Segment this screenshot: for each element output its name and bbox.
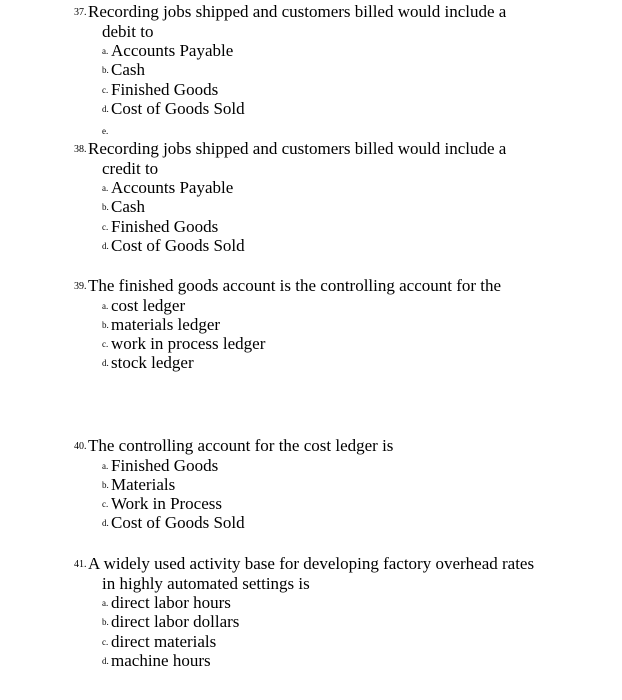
- option-text: Cost of Goods Sold: [111, 513, 245, 533]
- question-41: [0, 554, 600, 670]
- option-text: machine hours: [111, 650, 211, 670]
- question-line: [0, 2, 600, 22]
- option-letter: c.: [102, 339, 109, 350]
- option-text: cost ledger: [111, 295, 186, 315]
- option-letter: d.: [102, 240, 109, 251]
- option-letter: a.: [102, 300, 109, 311]
- option-letter: a.: [102, 598, 109, 608]
- option-c[interactable]: [0, 494, 600, 513]
- question-39: [0, 276, 600, 373]
- option-text: work in process ledger: [111, 334, 266, 354]
- option-letter: d.: [102, 103, 109, 114]
- option-d[interactable]: [0, 99, 600, 118]
- option-d[interactable]: [0, 236, 600, 255]
- question-line: [0, 436, 600, 456]
- option-text: Accounts Payable: [111, 178, 234, 197]
- option-d[interactable]: [0, 353, 600, 372]
- option-text: Accounts Payable: [111, 41, 234, 60]
- option-text: Cost of Goods Sold: [111, 235, 245, 255]
- option-letter: d.: [102, 358, 109, 369]
- option-text: stock ledger: [111, 353, 194, 373]
- option-text: Work in Process: [111, 494, 223, 514]
- option-text: Finished Goods: [111, 216, 219, 236]
- option-text: direct materials: [111, 631, 217, 651]
- option-letter: c.: [102, 221, 109, 232]
- question-text: Recording jobs shipped and customers billed would include a: [88, 2, 507, 21]
- option-b[interactable]: [0, 475, 600, 494]
- option-a[interactable]: [0, 593, 600, 612]
- question-line: [0, 554, 600, 574]
- option-text: Cost of Goods Sold: [111, 98, 245, 118]
- question-number: 38.: [74, 144, 87, 155]
- option-text: Finished Goods: [111, 455, 219, 475]
- option-letter: b.: [102, 202, 109, 213]
- option-letter: c.: [102, 84, 109, 95]
- option-letter: c.: [102, 499, 109, 510]
- option-letter: c.: [102, 636, 109, 647]
- question-40: [0, 436, 600, 533]
- option-d[interactable]: [0, 651, 600, 670]
- option-a[interactable]: [0, 456, 600, 475]
- option-letter: d.: [102, 518, 109, 529]
- option-letter: a.: [102, 183, 109, 193]
- option-text: Cash: [111, 197, 145, 217]
- option-c[interactable]: [0, 334, 600, 353]
- question-text: The controlling account for the cost ledger is: [88, 436, 394, 455]
- option-letter: a.: [102, 460, 109, 471]
- option-c[interactable]: [0, 80, 600, 99]
- option-c[interactable]: [0, 217, 600, 236]
- question-text: debit to: [102, 21, 154, 41]
- option-text: direct labor dollars: [111, 612, 240, 632]
- option-letter: b.: [102, 479, 109, 490]
- question-text: in highly automated settings is: [102, 573, 310, 593]
- question-line: [0, 159, 600, 179]
- question-number: 37.: [74, 7, 87, 18]
- question-line: [0, 139, 600, 159]
- option-text: Cash: [111, 60, 145, 80]
- option-letter: b.: [102, 65, 109, 76]
- option-e-stray-letter: e.: [102, 126, 109, 136]
- option-a[interactable]: [0, 296, 600, 315]
- option-letter: a.: [102, 46, 109, 56]
- option-letter: d.: [102, 655, 109, 666]
- question-38: [0, 139, 600, 255]
- question-line: [0, 276, 600, 296]
- question-number: 41.: [74, 559, 87, 570]
- question-line: [0, 574, 600, 594]
- question-number: 39.: [74, 281, 87, 292]
- question-37: [0, 2, 600, 118]
- question-text: The finished goods account is the controlling account for the: [88, 276, 502, 295]
- question-number: 40.: [74, 441, 87, 452]
- option-text: materials ledger: [111, 314, 221, 334]
- option-b[interactable]: [0, 60, 600, 79]
- option-text: Finished Goods: [111, 79, 219, 99]
- question-text: Recording jobs shipped and customers billed would include a: [88, 139, 507, 158]
- option-text: direct labor hours: [111, 593, 231, 612]
- option-letter: b.: [102, 319, 109, 330]
- question-text: A widely used activity base for developing factory overhead rates: [88, 554, 535, 573]
- question-text: credit to: [102, 158, 159, 178]
- option-d[interactable]: [0, 513, 600, 532]
- option-c[interactable]: [0, 632, 600, 651]
- option-b[interactable]: [0, 612, 600, 631]
- question-line: [0, 22, 600, 42]
- option-b[interactable]: [0, 197, 600, 216]
- option-b[interactable]: [0, 315, 600, 334]
- option-text: Materials: [111, 474, 176, 494]
- option-a[interactable]: [0, 41, 600, 60]
- option-letter: b.: [102, 617, 109, 628]
- option-a[interactable]: [0, 178, 600, 197]
